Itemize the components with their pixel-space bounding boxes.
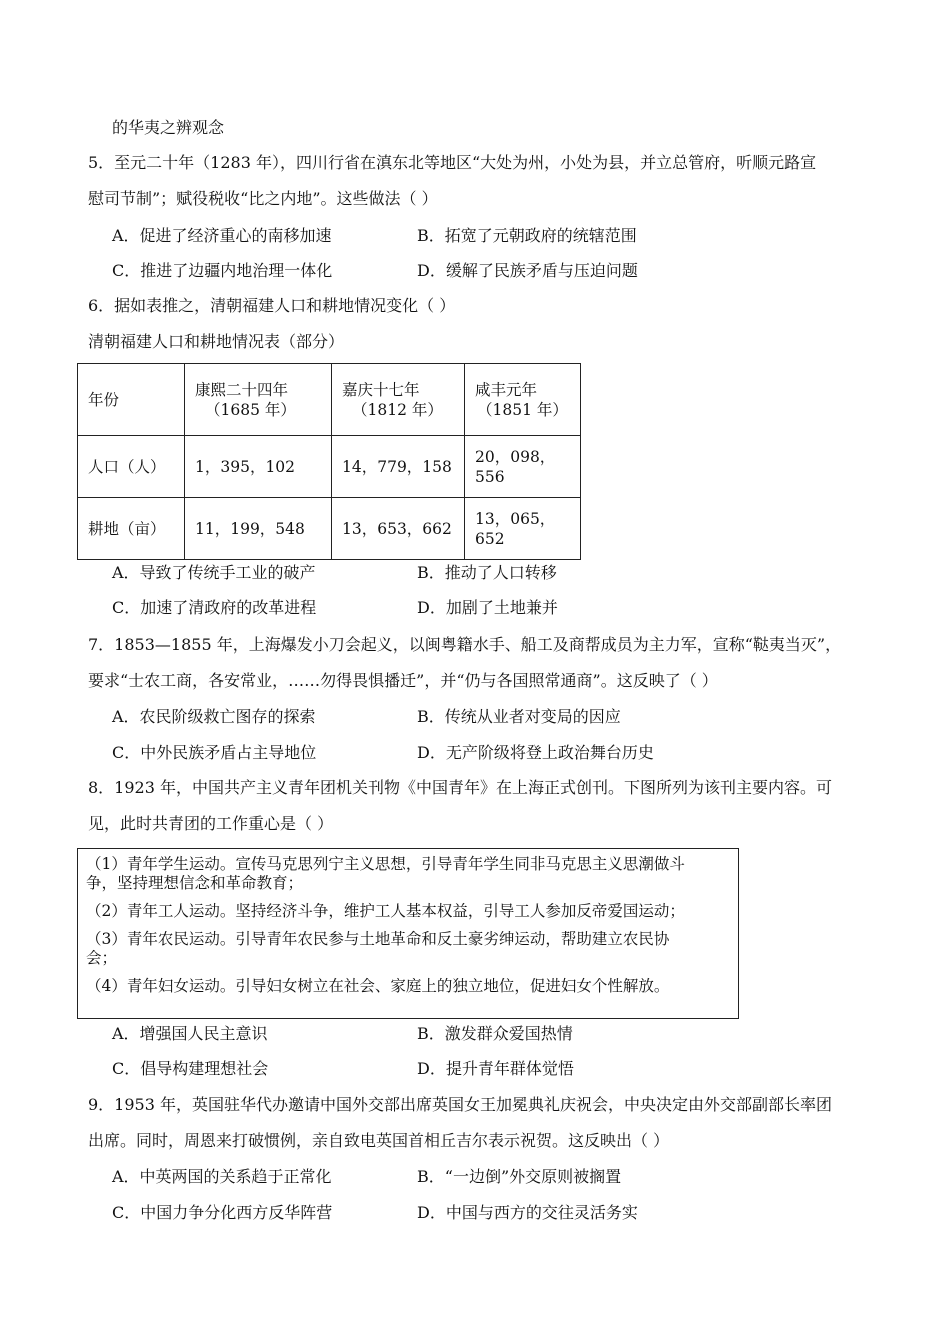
- q8-stem-line1: 8．1923 年，中国共产主义青年团机关刊物《中国青年》在上海正式创刊。下图所列为该刊主要内容。可: [88, 778, 832, 797]
- q6-table-title: 清朝福建人口和耕地情况表（部分）: [88, 332, 345, 351]
- box-item-4: （4）青年妇女运动。引导妇女树立在社会、家庭上的独立地位，促进妇女个性解放。: [86, 977, 670, 995]
- q6-stem: 6．据如表推之，清朝福建人口和耕地情况变化（ ）: [88, 296, 456, 315]
- q9-stem-line1: 9．1953 年，英国驻华代办邀请中国外交部出席英国女王加冕典礼庆祝会，中央决定由外交部副部长率团: [88, 1095, 832, 1114]
- q6-option-a[interactable]: A．导致了传统手工业的破产: [112, 563, 316, 582]
- q5-stem-line2: 慰司节制”；赋役税收“比之内地”。这些做法（ ）: [88, 189, 438, 208]
- row-population-label: 人口（人）: [78, 436, 185, 498]
- q9-option-a[interactable]: A．中英两国的关系趋于正常化: [112, 1167, 332, 1186]
- population-1851-part1: 20，098，: [475, 447, 556, 466]
- farmland-1851: [465, 498, 581, 560]
- table-row-farmland: [78, 498, 581, 560]
- q4-option-tail: 的华夷之辨观念: [112, 118, 225, 137]
- q9-option-d[interactable]: D．中国与西方的交往灵活务实: [417, 1203, 638, 1222]
- population-1685: 1，395，102: [185, 436, 332, 498]
- q9-stem-line2: 出席。同时，周恩来打破惯例，亲自致电英国首相丘吉尔表示祝贺。这反映出（ ）: [88, 1131, 670, 1150]
- farmland-1812: 13，653，662: [332, 498, 465, 560]
- header-xianfeng-name: 咸丰元年: [475, 380, 538, 399]
- q5-option-c[interactable]: C．推进了边疆内地治理一体化: [112, 261, 333, 280]
- q5-option-b[interactable]: B．拓宽了元朝政府的统辖范围: [417, 226, 637, 245]
- header-kangxi-name: 康熙二十四年: [195, 380, 289, 399]
- row-farmland-label: 耕地（亩）: [78, 498, 185, 560]
- q8-stem-line2: 见，此时共青团的工作重心是（ ）: [88, 814, 334, 833]
- q8-option-c[interactable]: C．倡导构建理想社会: [112, 1059, 269, 1078]
- q5-option-a[interactable]: A．促进了经济重心的南移加速: [112, 226, 332, 245]
- q5-option-d[interactable]: D．缓解了民族矛盾与压迫问题: [417, 261, 638, 280]
- farmland-1851-part2: 652: [475, 529, 505, 548]
- q9-option-c[interactable]: C．中国力争分化西方反华阵营: [112, 1203, 333, 1222]
- header-jiaqing-year: （1812 年）: [352, 400, 443, 419]
- table-header-row: [78, 364, 581, 436]
- box-item-1-line1: （1）青年学生运动。宣传马克思列宁主义思想，引导青年学生同非马克思主义思潮做斗: [86, 855, 685, 873]
- q8-option-a[interactable]: A．增强国人民主意识: [112, 1024, 268, 1043]
- box-item-2: （2）青年工人运动。坚持经济斗争，维护工人基本权益，引导工人参加反帝爱国运动；: [86, 902, 685, 920]
- q6-option-d[interactable]: D．加剧了土地兼并: [417, 598, 558, 617]
- header-xianfeng-year: （1851 年）: [477, 400, 568, 419]
- box-item-1-line2: 争，坚持理想信念和革命教育；: [86, 874, 304, 892]
- header-jiaqing: [332, 364, 465, 436]
- population-1812: 14，779，158: [332, 436, 465, 498]
- q6-option-c[interactable]: C．加速了清政府的改革进程: [112, 598, 317, 617]
- q9-option-b[interactable]: B．“一边倒”外交原则被搁置: [417, 1167, 622, 1186]
- box-item-3-line1: （3）青年农民运动。引导青年农民参与土地革命和反土豪劣绅运动，帮助建立农民协: [86, 930, 670, 948]
- population-1851: [465, 436, 581, 498]
- q8-option-b[interactable]: B．激发群众爱国热情: [417, 1024, 573, 1043]
- table-row-population: [78, 436, 581, 498]
- header-xianfeng: [465, 364, 581, 436]
- q7-stem-line1: 7．1853—1855 年，上海爆发小刀会起义，以闽粤籍水手、船工及商帮成员为主力军，宣称“鞑夷当灭”，: [88, 635, 842, 654]
- farmland-1851-part1: 13，065，: [475, 509, 556, 528]
- q7-option-c[interactable]: C．中外民族矛盾占主导地位: [112, 743, 317, 762]
- q7-option-d[interactable]: D．无产阶级将登上政治舞台历史: [417, 743, 654, 762]
- q7-option-a[interactable]: A．农民阶级救亡图存的探索: [112, 707, 316, 726]
- population-farmland-table: [77, 363, 581, 560]
- header-kangxi: [185, 364, 332, 436]
- header-jiaqing-name: 嘉庆十七年: [342, 380, 420, 399]
- box-item-3-line2: 会；: [86, 949, 118, 967]
- header-kangxi-year: （1685 年）: [205, 400, 296, 419]
- farmland-1685: 11，199，548: [185, 498, 332, 560]
- q7-option-b[interactable]: B．传统从业者对变局的因应: [417, 707, 621, 726]
- q7-stem-line2: 要求“士农工商，各安常业，……勿得畏惧播迁”，并“仍与各国照常通商”。这反映了（ ）: [88, 671, 718, 690]
- population-1851-part2: 556: [475, 467, 505, 486]
- header-year: 年份: [78, 364, 185, 436]
- q8-option-d[interactable]: D．提升青年群体觉悟: [417, 1059, 574, 1078]
- q6-option-b[interactable]: B．推动了人口转移: [417, 563, 557, 582]
- journal-content-box: [77, 848, 739, 1019]
- q5-stem-line1: 5．至元二十年（1283 年），四川行省在滇东北等地区“大处为州，小处为县，并立总管府，听顺元路宣: [88, 153, 817, 172]
